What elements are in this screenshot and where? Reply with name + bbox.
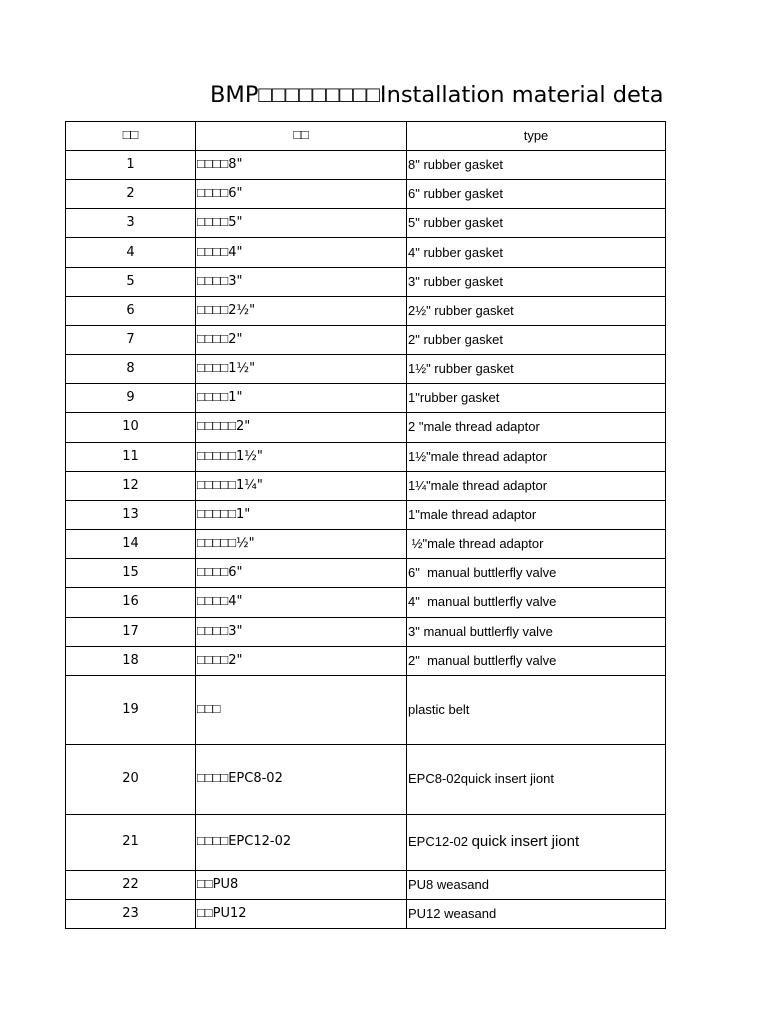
cell-type: 2½" rubber gasket: [407, 297, 666, 326]
cell-type: 2" rubber gasket: [407, 326, 666, 355]
cell-type-large-text: quick insert jiont: [471, 833, 580, 851]
cell-no: 14: [66, 530, 196, 559]
cell-name: □□□□2": [196, 647, 407, 676]
cell-name: □□□□4": [196, 238, 407, 267]
cell-no: 23: [66, 900, 196, 929]
cell-type: 4" rubber gasket: [407, 238, 666, 267]
cell-type: 1¼"male thread adaptor: [407, 472, 666, 501]
cell-type: 3" manual buttlerfly valve: [407, 618, 666, 647]
cell-name: □□□□□2": [196, 413, 407, 442]
cell-no: 11: [66, 443, 196, 472]
cell-type: PU8 weasand: [407, 871, 666, 900]
header-no: □□: [66, 122, 196, 151]
header-name: □□: [196, 122, 407, 151]
cell-name: □□□□EPC8-02: [196, 745, 407, 815]
cell-no: 5: [66, 268, 196, 297]
cell-no: 12: [66, 472, 196, 501]
cell-name: □□□: [196, 676, 407, 745]
cell-type: 1½" rubber gasket: [407, 355, 666, 384]
cell-no: 9: [66, 384, 196, 413]
cell-name: □□□□6": [196, 559, 407, 588]
cell-no: 4: [66, 238, 196, 267]
cell-type: 1"rubber gasket: [407, 384, 666, 413]
cell-no: 6: [66, 297, 196, 326]
cell-type: 8" rubber gasket: [407, 151, 666, 180]
cell-type: 2" manual buttlerfly valve: [407, 647, 666, 676]
page-title: BMP□□□□□□□□□Installation material deta: [210, 82, 664, 108]
cell-no: 17: [66, 618, 196, 647]
cell-name: □□□□2": [196, 326, 407, 355]
cell-no: 20: [66, 745, 196, 815]
cell-type: ½"male thread adaptor: [407, 530, 666, 559]
cell-no: 13: [66, 501, 196, 530]
cell-name: □□□□3": [196, 618, 407, 647]
cell-name: □□PU8: [196, 871, 407, 900]
cell-name: □□□□3": [196, 268, 407, 297]
materials-table: [65, 121, 666, 929]
cell-no: 21: [66, 815, 196, 871]
header-type: type: [407, 122, 666, 151]
cell-name: □□□□□1½": [196, 443, 407, 472]
cell-type: 6" manual buttlerfly valve: [407, 559, 666, 588]
cell-type-text: [408, 834, 579, 850]
cell-name: □□PU12: [196, 900, 407, 929]
cell-type: 1"male thread adaptor: [407, 501, 666, 530]
cell-no: 16: [66, 588, 196, 617]
cell-no: 7: [66, 326, 196, 355]
cell-name: □□□□1½": [196, 355, 407, 384]
cell-no: 22: [66, 871, 196, 900]
cell-type: [407, 815, 666, 871]
cell-name: □□□□□½": [196, 530, 407, 559]
cell-type: EPC8-02quick insert jiont: [407, 745, 666, 815]
cell-name: □□□□4": [196, 588, 407, 617]
cell-type: PU12 weasand: [407, 900, 666, 929]
cell-no: 3: [66, 209, 196, 238]
cell-name: □□□□5": [196, 209, 407, 238]
cell-name: □□□□□1¼": [196, 472, 407, 501]
cell-no: 1: [66, 151, 196, 180]
cell-name: □□□□EPC12-02: [196, 815, 407, 871]
cell-no: 10: [66, 413, 196, 442]
cell-name: □□□□1": [196, 384, 407, 413]
cell-no: 8: [66, 355, 196, 384]
cell-type: 2 "male thread adaptor: [407, 413, 666, 442]
cell-type: 4" manual buttlerfly valve: [407, 588, 666, 617]
cell-no: 18: [66, 647, 196, 676]
cell-name: □□□□8": [196, 151, 407, 180]
cell-no: 2: [66, 180, 196, 209]
cell-name: □□□□2½": [196, 297, 407, 326]
cell-no: 19: [66, 676, 196, 745]
cell-type: plastic belt: [407, 676, 666, 745]
cell-type-code: EPC12-02: [408, 834, 472, 850]
cell-type: 5" rubber gasket: [407, 209, 666, 238]
cell-type: 3" rubber gasket: [407, 268, 666, 297]
cell-type: 1½"male thread adaptor: [407, 443, 666, 472]
cell-type: 6" rubber gasket: [407, 180, 666, 209]
cell-name: □□□□□1": [196, 501, 407, 530]
cell-name: □□□□6": [196, 180, 407, 209]
cell-no: 15: [66, 559, 196, 588]
